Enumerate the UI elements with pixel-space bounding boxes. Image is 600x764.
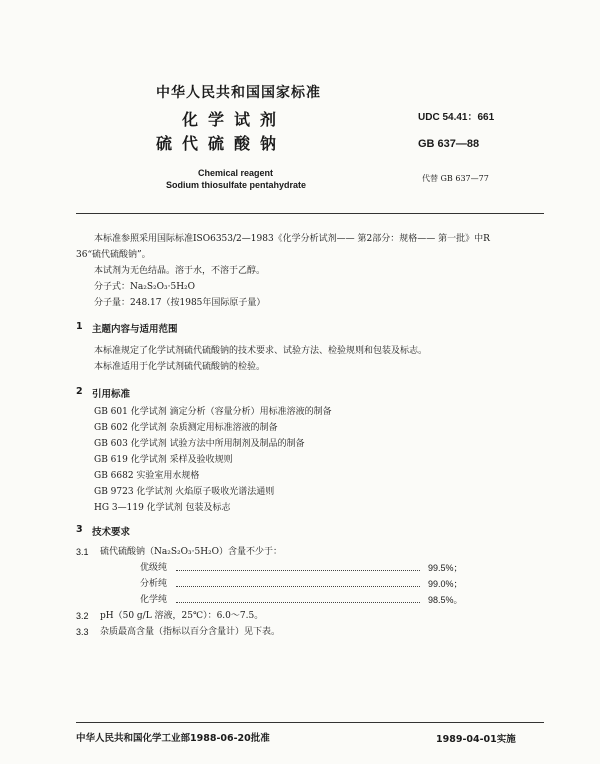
section3-number: 3 <box>76 524 83 535</box>
section1-paragraph2: 本标准适用于化学试剂硫代硫酸钠的检验。 <box>94 362 266 372</box>
reference-item: GB 601 化学试剂 滴定分析（容量分析）用标准溶液的制备 <box>94 407 332 417</box>
molecular-weight: 分子量：248.17（按1985年国际原子量） <box>94 298 266 308</box>
section1-title: 主题内容与适用范围 <box>92 324 178 335</box>
title-cn-line1: 化学试剂 <box>182 110 287 129</box>
national-standard-title: 中华人民共和国国家标准 <box>156 85 321 101</box>
header-divider <box>76 213 544 214</box>
intro-line3: 本试剂为无色结晶。溶于水，不溶于乙醇。 <box>94 266 266 276</box>
intro-line2: 36“硫代硫酸钠”。 <box>76 250 151 260</box>
replaces-standard: 代替 GB 637—77 <box>422 174 489 183</box>
reference-item: GB 602 化学试剂 杂质测定用标准溶液的制备 <box>94 423 278 433</box>
item33-number: 3.3 <box>76 627 89 637</box>
approval-statement: 中华人民共和国化学工业部1988-06-20批准 <box>76 733 270 744</box>
item33-text: 杂质最高含量（指标以百分含量计）见下表。 <box>100 627 281 637</box>
grade-value: 99.0%； <box>428 579 463 589</box>
section1-number: 1 <box>76 321 83 332</box>
item31-number: 3.1 <box>76 547 89 557</box>
reference-item: HG 3—119 化学试剂 包装及标志 <box>94 503 231 513</box>
item31-text: 硫代硫酸钠（Na₂S₂O₃·5H₂O）含量不少于： <box>100 547 283 557</box>
item32-text: pH（50 g/L 溶液，25℃）：6.0～7.5。 <box>100 611 264 621</box>
grade-name: 化学纯 <box>140 595 168 605</box>
reference-item: GB 619 化学试剂 采样及验收规则 <box>94 455 233 465</box>
section2-number: 2 <box>76 386 83 397</box>
grade-value: 99.5%； <box>428 563 463 573</box>
grade-name: 优级纯 <box>140 563 168 573</box>
dot-leader <box>176 569 420 571</box>
footer-divider <box>76 722 544 723</box>
title-en-line1: Chemical reagent <box>198 168 274 178</box>
molecular-formula: 分子式：Na₂S₂O₃·5H₂O <box>94 282 196 292</box>
grade-name: 分析纯 <box>140 579 168 589</box>
effective-date: 1989-04-01实施 <box>436 734 516 745</box>
reference-item: GB 9723 化学试剂 火焰原子吸收光谱法通则 <box>94 487 275 497</box>
reference-item: GB 603 化学试剂 试验方法中所用制剂及制品的制备 <box>94 439 305 449</box>
dot-leader <box>176 601 420 603</box>
title-cn-line2: 硫代硫酸钠 <box>156 134 287 153</box>
title-en-line2: Sodium thiosulfate pentahydrate <box>166 180 307 190</box>
section3-title: 技术要求 <box>92 527 131 538</box>
section2-title: 引用标准 <box>92 389 131 400</box>
reference-item: GB 6682 实验室用水规格 <box>94 471 200 481</box>
udc-code: UDC 54.41：661 <box>418 112 495 123</box>
intro-line1: 本标准参照采用国际标准ISO6353/2—1983《化学分析试剂—— 第2部分：规格—— 第一批》中R <box>94 234 490 244</box>
dot-leader <box>176 585 420 587</box>
grade-value: 98.5%。 <box>428 595 463 605</box>
gb-number: GB 637—88 <box>418 138 480 150</box>
section1-paragraph1: 本标准规定了化学试剂硫代硫酸钠的技术要求、试验方法、检验规则和包装及标志。 <box>94 346 428 356</box>
item32-number: 3.2 <box>76 611 89 621</box>
